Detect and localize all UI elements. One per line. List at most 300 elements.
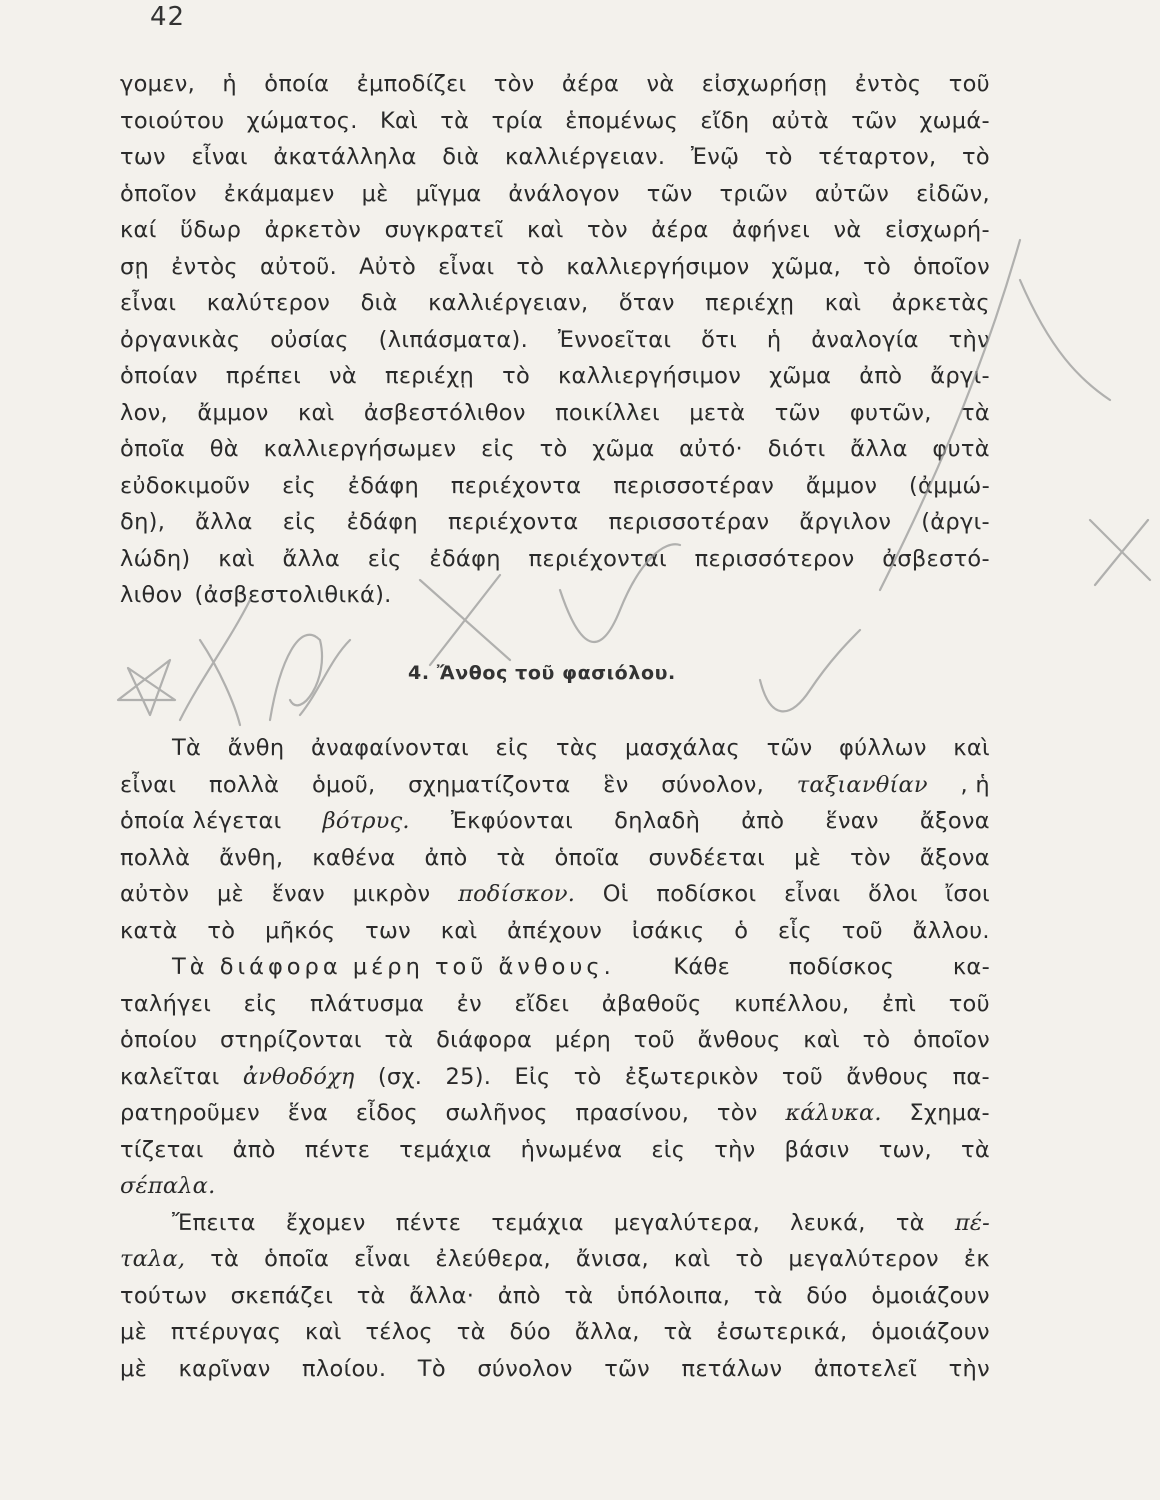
- word: τὴν: [714, 1136, 756, 1163]
- text-line: [120, 1351, 990, 1388]
- word: ἔχομεν: [285, 1209, 366, 1236]
- text-line: [120, 103, 990, 140]
- word: εἶναι: [438, 253, 495, 280]
- word: τεμάχια: [491, 1209, 584, 1236]
- word: τούτων: [120, 1282, 208, 1309]
- word: ἕνα: [287, 1100, 329, 1126]
- word: τὸ: [962, 144, 990, 170]
- word: ἀέρα: [561, 71, 620, 97]
- word: στηρίζονται: [219, 1027, 362, 1053]
- word: καὶ: [824, 290, 862, 316]
- word: μῖγμα: [415, 180, 482, 207]
- word: εἰς: [243, 990, 278, 1017]
- word: τρία: [491, 107, 543, 134]
- word: εἰς: [367, 545, 402, 572]
- word: ἐξωτερικὸν: [624, 1063, 759, 1090]
- word: χῶμα: [592, 436, 655, 462]
- word: ὁποία: [264, 71, 330, 97]
- word: ἄξονα: [919, 844, 990, 871]
- word: τὰς: [555, 735, 599, 761]
- word: τὸ: [863, 253, 892, 280]
- word: ἄνισα,: [575, 1246, 649, 1272]
- word: τίζεται: [120, 1136, 204, 1163]
- word: τὰ: [356, 1282, 386, 1309]
- word: διότι: [767, 436, 826, 462]
- word: χῶμα: [769, 363, 832, 389]
- word: πολλὰ: [120, 844, 191, 871]
- word: καί: [120, 217, 157, 243]
- word: (ἀμμώ-: [908, 472, 990, 499]
- word: ὁ: [734, 917, 749, 944]
- word: εἶναι: [191, 144, 248, 170]
- word: (λιπάσματα).: [378, 326, 529, 353]
- paragraph-soil-types: [120, 66, 990, 614]
- word: ποδίσκος: [788, 954, 895, 980]
- word: ἀνθοδόχη: [242, 1063, 355, 1090]
- word: ἀβαθοῦς: [601, 990, 702, 1017]
- word: Τὰ: [172, 735, 202, 761]
- word: ἄξονα: [919, 808, 990, 834]
- word: καλλιέργειαν.: [505, 144, 666, 170]
- word: τὸ: [502, 363, 531, 389]
- word: εἰς: [282, 472, 316, 499]
- word: Κάθε: [673, 954, 731, 980]
- word: πλοίου.: [302, 1355, 387, 1382]
- word: ἀκατάλληλα: [273, 144, 417, 170]
- word: καὶ: [803, 1027, 840, 1053]
- word: τέλος: [365, 1319, 433, 1345]
- word: μεγαλύτερα,: [613, 1209, 761, 1236]
- text-line: [120, 322, 990, 359]
- word: δύο: [806, 1282, 848, 1309]
- word: ποδίσκοι: [656, 881, 757, 907]
- text-line: [120, 431, 990, 468]
- word: ταλα,: [120, 1246, 186, 1272]
- word: καὶ: [218, 545, 255, 572]
- page-number: 42: [150, 2, 186, 32]
- word: ἑπομένως: [565, 107, 679, 134]
- word: τῶν: [774, 399, 821, 426]
- word: τὸν: [493, 71, 535, 97]
- word: ἀνάλογον: [508, 180, 620, 207]
- word: ἀπὸ: [497, 1282, 541, 1309]
- word: αὐτῶν: [814, 180, 890, 207]
- word: εὐδοκιμοῦν: [120, 472, 251, 499]
- word: ἄμμον: [805, 472, 878, 499]
- word: τριῶν: [719, 180, 788, 207]
- word: ἐντὸς: [854, 71, 922, 97]
- word: Εἰς: [514, 1063, 551, 1090]
- word: εἰσχωρήσῃ: [701, 71, 828, 97]
- section-heading: 4. Ἄνθος τοῦ φασιόλου.: [408, 662, 676, 684]
- word: ἄνθους: [697, 1027, 781, 1053]
- word: πέ-: [954, 1209, 990, 1236]
- word: χῶμα,: [771, 253, 842, 280]
- word: ὁποῖα: [120, 436, 186, 462]
- word: θὰ: [209, 436, 239, 462]
- word: αὐτὸν: [120, 881, 190, 907]
- word: μέρη: [554, 1027, 612, 1053]
- word: περιέχοντα: [450, 472, 582, 499]
- word: καρῖναν: [178, 1355, 271, 1382]
- word: Τὸ: [417, 1355, 446, 1382]
- word: μῆκός: [265, 917, 336, 944]
- word: ἀπὸ: [232, 1136, 276, 1163]
- text-line: [120, 176, 990, 213]
- word: εἶναι: [354, 1246, 411, 1272]
- word: κατὰ: [120, 917, 178, 944]
- word: τῶν: [646, 180, 693, 207]
- text-line: [120, 767, 990, 804]
- word: εἴδει: [514, 990, 570, 1017]
- word: εἰς: [651, 1136, 686, 1163]
- word: νὰ: [646, 71, 675, 97]
- word: νὰ: [329, 363, 357, 389]
- word: ὁποίαν: [120, 363, 198, 389]
- word: (σχ.: [377, 1063, 423, 1090]
- word: τῶν: [766, 735, 813, 761]
- text-line: [120, 1241, 990, 1278]
- word: των: [120, 144, 166, 170]
- word: περιέχῃ: [384, 363, 475, 389]
- text-line: [120, 212, 990, 249]
- word: ἀπὸ: [424, 844, 468, 871]
- word: ἀποτελεῖ: [813, 1355, 918, 1382]
- word: ἀπέχουν: [507, 917, 603, 944]
- word: Σχημα-: [909, 1100, 990, 1126]
- word: τὸ: [516, 253, 545, 280]
- word: χώματος.: [246, 107, 358, 134]
- word: σῃ: [120, 253, 150, 280]
- word: εἰσχωρή-: [884, 217, 990, 243]
- word: ρατηροῦμεν: [120, 1100, 261, 1126]
- text-line: [120, 803, 990, 840]
- text-line: [120, 541, 990, 578]
- text-line: [120, 949, 990, 986]
- word: δύο: [509, 1319, 551, 1345]
- word: τὰ: [440, 107, 470, 134]
- word: Ἐνῷ: [690, 144, 740, 170]
- word: καλλιεργήσωμεν: [263, 436, 457, 462]
- word: ἄργιλον: [799, 509, 892, 535]
- word: ὁμοιάζουν: [871, 1282, 990, 1309]
- word: εἰς: [282, 509, 317, 535]
- text-line: [120, 730, 990, 767]
- word: καὶ: [673, 1246, 711, 1272]
- word: τὰ: [663, 1319, 693, 1345]
- word: περισσότερον: [694, 545, 855, 572]
- word: μασχάλας: [625, 735, 741, 761]
- word: καλλιέργειαν,: [428, 290, 589, 316]
- word: δη),: [120, 509, 166, 535]
- word: ἀφήνει: [732, 217, 811, 243]
- word: ἀναφαίνονται: [310, 735, 469, 761]
- word: τὸ: [764, 144, 793, 170]
- pencil-loop-scribble: [270, 635, 350, 720]
- word: ἐδάφη: [346, 509, 418, 535]
- text-line: [120, 504, 990, 541]
- word: ἡνωμένα: [520, 1136, 623, 1163]
- word: οὐσίας: [270, 326, 349, 353]
- word: χωμά-: [919, 107, 990, 134]
- word: πλάτυσμα: [310, 990, 425, 1017]
- word: Τὰ διάφορα μέρη τοῦ ἄνθους.: [172, 954, 615, 980]
- word: ἄργι-: [930, 363, 990, 389]
- word: τῶν: [604, 1355, 651, 1382]
- word: ὅταν: [618, 290, 675, 316]
- word: διὰ: [360, 290, 398, 316]
- word: ἄλλου.: [912, 917, 990, 944]
- word: περισσοτέραν: [613, 472, 775, 499]
- word: ἀσβεστόλιθον: [363, 399, 526, 426]
- text-line: [120, 840, 990, 877]
- word: ὁποίου: [120, 1027, 198, 1053]
- word: σωλῆνος: [445, 1100, 548, 1126]
- word: πτέρυγας: [170, 1319, 282, 1345]
- word: Ἐννοεῖται: [557, 326, 672, 353]
- word: Καὶ: [379, 107, 419, 134]
- text-line: [120, 66, 990, 103]
- word: ὁποία λέγεται: [120, 808, 282, 834]
- word: εἰς: [495, 735, 530, 761]
- word: τὸν: [716, 1100, 758, 1126]
- word: πετάλων: [681, 1355, 783, 1382]
- word: ὁποῖον: [913, 253, 990, 280]
- word: ὁποῖα: [264, 1246, 330, 1272]
- word: ἐλεύθερα,: [435, 1246, 551, 1272]
- word: τὰ: [960, 399, 990, 426]
- text-line: [120, 1022, 990, 1059]
- word: κάλυκα.: [785, 1100, 882, 1126]
- word: ὅλοι: [868, 881, 918, 907]
- word: καὶ: [953, 735, 990, 761]
- word: τὸ: [735, 1246, 764, 1272]
- word: λώδη): [120, 545, 191, 572]
- word: νὰ: [833, 217, 862, 243]
- word: ἀρκετὰς: [891, 290, 990, 316]
- word: καλλιεργήσιμον: [558, 363, 742, 389]
- word: τοῦ: [781, 1063, 824, 1090]
- word: πρέπει: [225, 363, 302, 389]
- word: ἄνθους: [846, 1063, 930, 1090]
- word: καλεῖται: [120, 1063, 220, 1090]
- word: περιέχῃ: [705, 290, 795, 316]
- word: τὸν: [587, 217, 628, 243]
- word: καὶ: [440, 917, 478, 944]
- word: συνδέεται: [648, 844, 766, 871]
- word: ἄνθη: [227, 735, 285, 761]
- word: (ἀργι-: [921, 509, 990, 535]
- word: τὸν: [850, 844, 891, 871]
- word: πέντε: [395, 1209, 462, 1236]
- word: περιέχοντα: [447, 509, 579, 535]
- word: τὰ: [384, 1027, 414, 1053]
- pencil-check-scribble-2: [760, 630, 860, 711]
- word: περιέχονται: [528, 545, 667, 572]
- text-line: [120, 468, 990, 505]
- word: καὶ: [527, 217, 564, 243]
- word: τὰ: [564, 1282, 594, 1309]
- text-line: [120, 358, 990, 395]
- word: βάσιν: [784, 1136, 850, 1163]
- word: ἐδάφη: [429, 545, 501, 572]
- word: σύνολον,: [661, 771, 765, 798]
- word: τὰ: [961, 1136, 990, 1163]
- word: ποικίλλει: [555, 399, 660, 426]
- word: ἴσοι: [945, 881, 990, 907]
- word: ἐδάφη: [347, 472, 420, 499]
- word: καὶ: [305, 1319, 342, 1345]
- word: τὸ: [539, 436, 568, 462]
- word: πολλὰ: [208, 771, 280, 798]
- word: τοῦ: [841, 917, 883, 944]
- word: εἰς: [481, 436, 515, 462]
- word: τεμάχια: [399, 1136, 492, 1163]
- word: σκεπάζει: [230, 1282, 334, 1309]
- word: ἐν: [456, 990, 482, 1017]
- word: μὲ: [216, 881, 245, 907]
- word: ἀναλογία: [811, 326, 919, 353]
- word: σέπαλα.: [120, 1173, 216, 1199]
- word: μετὰ: [689, 399, 746, 426]
- word: ἀσβεστό-: [882, 545, 990, 572]
- word: σχηματίζοντα: [408, 771, 571, 798]
- word: τέταρτον,: [818, 144, 937, 170]
- text-line: [120, 1314, 990, 1351]
- word: λευκά,: [790, 1209, 866, 1236]
- word: ἐκάμαμεν: [223, 180, 335, 207]
- word: φυτῶν,: [849, 399, 932, 426]
- word: τοῦ: [948, 990, 990, 1017]
- word: ἄλλα,: [574, 1319, 640, 1345]
- word: εἶναι: [784, 881, 841, 907]
- word: μὲ: [361, 180, 389, 207]
- word: ὑπόλοιπα,: [616, 1282, 731, 1309]
- word: ἕναν: [271, 881, 326, 907]
- word: καλλιεργήσιμον: [566, 253, 750, 280]
- word: ἰσάκις: [631, 917, 705, 944]
- text-line: [120, 577, 990, 614]
- word: κα-: [952, 954, 990, 980]
- text-line: [120, 1205, 990, 1242]
- word: , ἡ: [960, 771, 990, 798]
- word: τῶν: [851, 107, 898, 134]
- word: ὁποῖον: [120, 180, 197, 207]
- text-line: [120, 249, 990, 286]
- word: αὐτοῦ.: [259, 253, 338, 280]
- word: τὴν: [948, 1355, 990, 1382]
- word: βότρυς.: [322, 808, 410, 834]
- word: μὲ: [794, 844, 822, 871]
- word: ἕναν: [825, 808, 879, 834]
- word: αὐτό·: [679, 436, 743, 462]
- word: εἶναι: [120, 290, 177, 316]
- word: ἀρκετὸν: [264, 217, 362, 243]
- word: σύνολον: [477, 1355, 573, 1382]
- text-line: [120, 986, 990, 1023]
- word: 25).: [445, 1063, 492, 1090]
- pencil-star-scribble: [118, 660, 175, 715]
- word: πα-: [952, 1063, 990, 1090]
- word: περισσοτέραν: [608, 509, 770, 535]
- word: τὰ: [456, 1319, 486, 1345]
- word: αὐτὰ: [771, 107, 830, 134]
- word: δηλαδὴ: [614, 808, 701, 834]
- word: ὁμοιάζουν: [871, 1319, 990, 1345]
- word: ὕδωρ: [180, 217, 242, 243]
- word: ἐντὸς: [171, 253, 238, 280]
- word: ἄλλα: [282, 545, 341, 572]
- pencil-margin-x: [1090, 520, 1150, 585]
- text-line: [120, 139, 990, 176]
- word: καλύτερον: [206, 290, 331, 316]
- text-line: [120, 1095, 990, 1132]
- word: τοῦ: [633, 1027, 675, 1053]
- word: ἀέρα: [651, 217, 709, 243]
- word: ἡ: [222, 71, 237, 97]
- word: πέντε: [304, 1136, 371, 1163]
- word: ἄλλα: [195, 509, 253, 535]
- word: ἐπὶ: [881, 990, 917, 1017]
- word: καὶ: [297, 399, 335, 426]
- word: εἶναι: [120, 771, 177, 798]
- word: φύλλων: [839, 735, 927, 761]
- word: εἶδος: [355, 1100, 418, 1126]
- text-line: [120, 1278, 990, 1315]
- word: εἰδῶν,: [916, 180, 990, 207]
- word: μεγαλύτερον: [788, 1246, 939, 1272]
- word: ὁποῖον: [913, 1027, 990, 1053]
- text-line: [120, 876, 990, 913]
- word: λον,: [120, 399, 169, 426]
- word: φυτὰ: [932, 436, 990, 462]
- word: ὅτι: [701, 326, 737, 353]
- word: Αὐτὸ: [359, 253, 417, 280]
- word: τὸ: [207, 917, 236, 944]
- word: ἀπὸ: [741, 808, 785, 834]
- word: ταλήγει: [120, 990, 212, 1017]
- word: εἴδη: [700, 107, 750, 134]
- word: ἐκ: [963, 1246, 990, 1272]
- word: μὲ: [120, 1319, 148, 1345]
- pencil-x-scribble: [180, 600, 250, 725]
- paragraph-bean-flower: [120, 730, 990, 1387]
- word: ἄλλα·: [409, 1282, 475, 1309]
- word: διάφορα: [436, 1027, 533, 1053]
- word: τὸ: [573, 1063, 602, 1090]
- word: τὸ: [862, 1027, 891, 1053]
- word: Οἱ: [602, 881, 629, 907]
- word: πρασίνου,: [575, 1100, 690, 1126]
- word: μικρὸν: [352, 881, 431, 907]
- word: ἄνθη,: [219, 844, 284, 871]
- word: τοιούτου: [120, 107, 225, 134]
- word: τὰ: [895, 1209, 925, 1236]
- word: γομεν,: [120, 71, 196, 97]
- word: τὰ: [496, 844, 526, 871]
- word: λιθον: [120, 582, 183, 608]
- word: κυπέλλου,: [734, 990, 850, 1017]
- word: τὰ: [210, 1246, 240, 1272]
- text-line: [120, 285, 990, 322]
- text-line: [120, 1168, 990, 1205]
- word: ἄμμον: [197, 399, 269, 426]
- word: Ἔπειτα: [172, 1209, 256, 1236]
- word: ἓν: [603, 771, 629, 798]
- word: τὴν: [948, 326, 990, 353]
- word: ποδίσκον.: [458, 881, 576, 907]
- word: ἐμποδίζει: [356, 71, 467, 97]
